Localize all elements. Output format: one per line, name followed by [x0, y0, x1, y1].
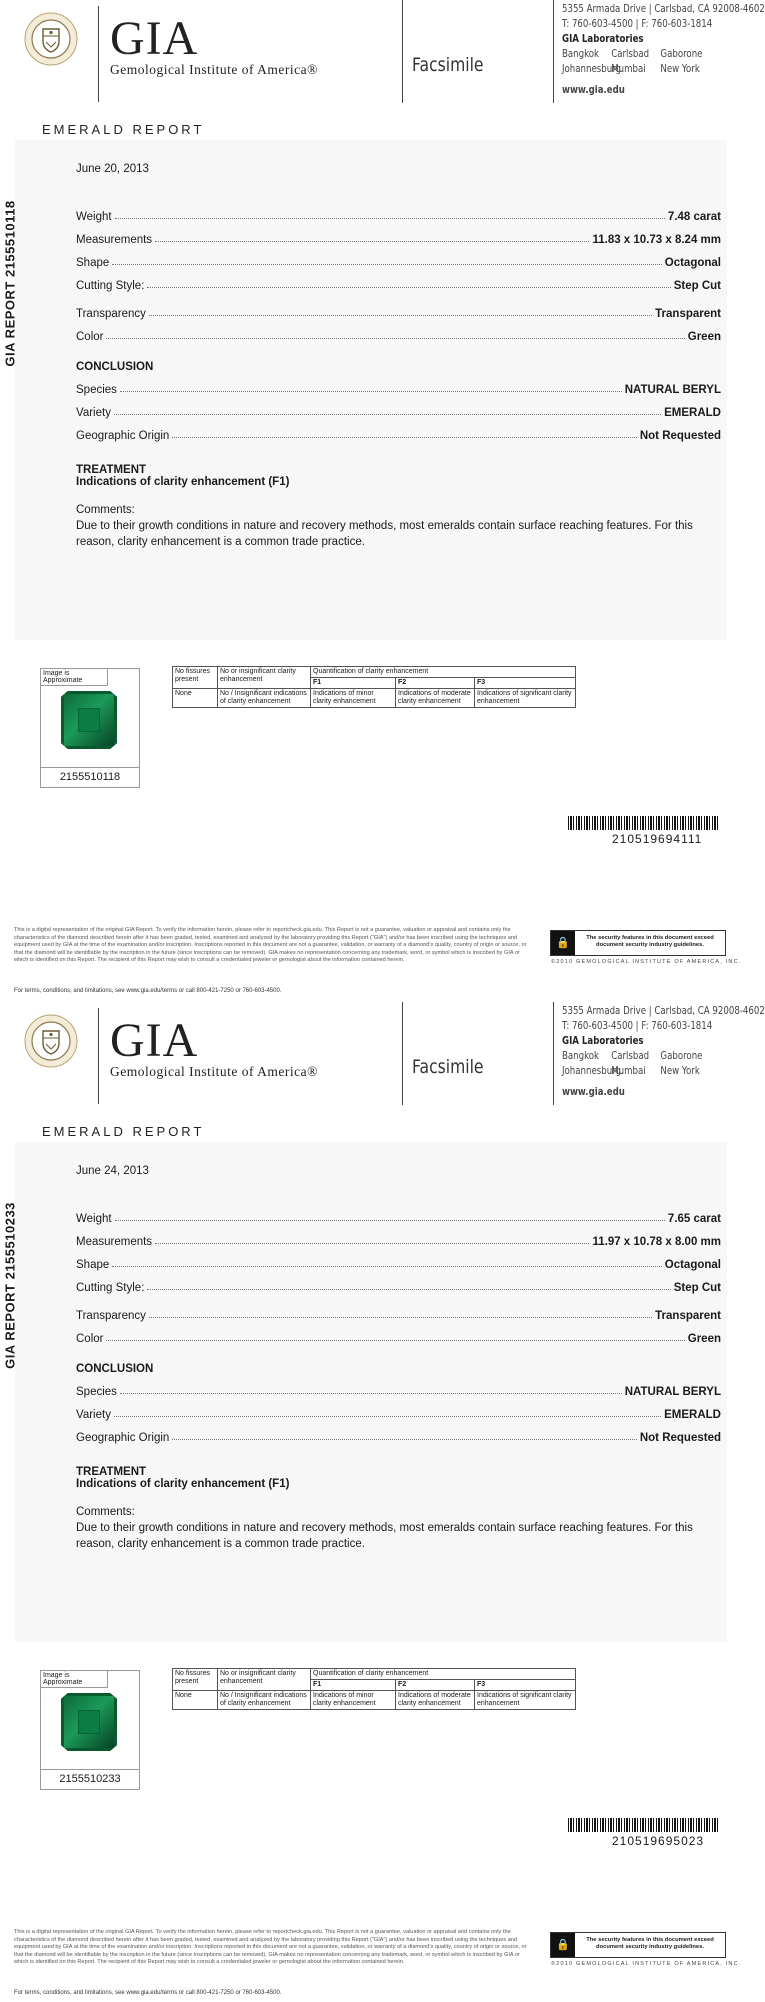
- barcode: [568, 816, 720, 830]
- measurements-label: Measurements: [76, 234, 153, 246]
- lab-address: 5355 Armada Drive | Carlsbad, CA 92008-4602: [562, 1005, 765, 1017]
- comments-label: Comments:: [76, 1506, 135, 1518]
- security-badge: [550, 1932, 726, 1958]
- origin-label: Geographic Origin: [76, 1432, 170, 1444]
- treatment-heading: TREATMENT: [76, 464, 147, 476]
- measurements-row: [76, 1225, 721, 1248]
- origin-row: [76, 419, 721, 442]
- table-row: [173, 1669, 576, 1680]
- lab-city: New York: [660, 63, 700, 75]
- table-cell: Indications of minor clarity enhancement: [311, 1691, 396, 1710]
- report-date: June 24, 2013: [76, 1165, 149, 1177]
- origin-value: Not Requested: [639, 1432, 721, 1444]
- transparency-value: Transparent: [655, 1310, 721, 1322]
- lock-icon: 🔒: [551, 931, 575, 955]
- lab-city: New York: [660, 1065, 700, 1077]
- header-divider: [402, 1002, 403, 1105]
- report-number: GIA REPORT 2155510118: [2, 200, 18, 367]
- table-row: [173, 689, 576, 708]
- gia-seal-logo: [24, 1014, 78, 1068]
- measurements-label: Measurements: [76, 1236, 153, 1248]
- facsimile-label: Facsimile: [412, 1056, 484, 1078]
- image-report-number: 2155510233: [41, 1769, 139, 1785]
- header-divider: [553, 0, 554, 103]
- color-value: Green: [687, 331, 721, 343]
- weight-row: [76, 1202, 721, 1225]
- lock-icon: 🔒: [551, 1933, 575, 1957]
- report-header: [0, 0, 765, 110]
- clarity-enhancement-table: [172, 666, 576, 708]
- shape-row: [76, 1248, 721, 1271]
- table-row: [173, 1691, 576, 1710]
- weight-label: Weight: [76, 1213, 112, 1225]
- gem-image-box: [40, 668, 140, 788]
- table-header-cell: Quantification of clarity enhancement: [311, 667, 576, 678]
- gem-image-box: [40, 1670, 140, 1790]
- emerald-image: [61, 691, 117, 749]
- origin-label: Geographic Origin: [76, 430, 170, 442]
- lab-cities: [562, 1049, 765, 1079]
- species-value: NATURAL BERYL: [624, 384, 721, 396]
- color-label: Color: [76, 331, 104, 343]
- species-label: Species: [76, 1386, 117, 1398]
- header-divider: [98, 6, 99, 102]
- facsimile-label: Facsimile: [412, 54, 484, 76]
- transparency-row: [76, 297, 721, 320]
- report-page-1: [0, 0, 765, 1000]
- report-header: [0, 1002, 765, 1112]
- cutting-style-row: [76, 1271, 721, 1294]
- table-header-cell: F1: [311, 1680, 396, 1691]
- table-header-cell: No fissures present: [173, 1669, 218, 1691]
- comments-block: [76, 502, 721, 550]
- table-cell: Indications of significant clarity enhancement: [475, 1691, 576, 1710]
- table-header-cell: F2: [396, 1680, 475, 1691]
- cutting-style-value: Step Cut: [673, 280, 721, 292]
- variety-row: [76, 1398, 721, 1421]
- image-caption: Image is Approximate: [41, 1671, 108, 1688]
- table-header-cell: F2: [396, 678, 475, 689]
- lab-city: Gaborone: [660, 48, 703, 60]
- website-link[interactable]: www.gia.edu: [562, 1086, 625, 1098]
- disclaimer-text: This is a digital representation of the original GIA Report. To verify the information herein, please refer to reportcheck.gia.edu. This Report is not a guarantee, valuation or appraisal and contains only the characteristics of the diamond described herein after it has been graded, tested, examined and analyzed by the laboratory providing this Report ("GIA") and/or has been inscribed using the techniques and equipment used by GIA at the time of the examination and/or inscription. Inscriptions reported in this document are not a guarantee, validation, or warranty of a diamond's quality, country of origin or source, or that the diamond will be identifiable by the inscription in the future (since inscriptions can be removed). GIA makes no representation concerning any trademark, word, or symbol which is inscribed by GIA or which is identified on this Report. The recipient of this Report may wish to consult a credentialed jeweler or gemologist about the information contained herein.: [14, 1929, 527, 1965]
- lab-phones: T: 760-603-4500 | F: 760-603-1814: [562, 1020, 713, 1032]
- comments-label: Comments:: [76, 504, 135, 516]
- report-number: GIA REPORT 2155510233: [2, 1202, 18, 1369]
- institute-name: Gemological Institute of America®: [110, 62, 318, 77]
- copyright-text: ©2010 GEMOLOGICAL INSTITUTE OF AMERICA, INC.: [551, 1961, 742, 1967]
- table-cell: Indications of minor clarity enhancement: [311, 689, 396, 708]
- gia-seal-logo: [24, 12, 78, 66]
- variety-value: EMERALD: [664, 407, 721, 419]
- report-date: June 20, 2013: [76, 163, 149, 175]
- shape-label: Shape: [76, 1259, 110, 1271]
- color-value: Green: [687, 1333, 721, 1345]
- table-cell: No / Insignificant indications of clarity enhancement: [218, 1691, 311, 1710]
- shape-value: Octagonal: [664, 257, 721, 269]
- transparency-value: Transparent: [655, 308, 721, 320]
- lab-phones: T: 760-603-4500 | F: 760-603-1814: [562, 18, 713, 30]
- table-cell: No / Insignificant indications of clarity enhancement: [218, 689, 311, 708]
- color-row: [76, 320, 721, 343]
- variety-row: [76, 396, 721, 419]
- report-fields: [76, 1202, 721, 1552]
- comments-text: Due to their growth conditions in nature and recovery methods, most emeralds contain surface reaching features. For this reason, clarity enhancement is a common trade practice.: [76, 520, 693, 548]
- table-cell: None: [173, 1691, 218, 1710]
- report-number-vertical: [0, 1198, 20, 1378]
- table-header-cell: No fissures present: [173, 667, 218, 689]
- lab-city: Gaborone: [660, 1050, 703, 1062]
- table-cell: Indications of moderate clarity enhancement: [396, 689, 475, 708]
- table-row: [173, 667, 576, 678]
- treatment-heading: TREATMENT: [76, 1466, 147, 1478]
- copyright-text: ©2010 GEMOLOGICAL INSTITUTE OF AMERICA, INC.: [551, 959, 742, 965]
- header-divider: [553, 1002, 554, 1105]
- measurements-row: [76, 223, 721, 246]
- disclaimer-text: This is a digital representation of the original GIA Report. To verify the information herein, please refer to reportcheck.gia.edu. This Report is not a guarantee, valuation or appraisal and contains only the characteristics of the diamond described herein after it has been graded, tested, examined and analyzed by the laboratory providing this Report ("GIA") and/or has been inscribed using the techniques and equipment used by GIA at the time of the examination and/or inscription. Inscriptions reported in this document are not a guarantee, validation, or warranty of a diamond's quality, country of origin or source, or that the diamond will be identifiable by the inscription in the future (since inscriptions can be removed). GIA makes no representation concerning any trademark, word, or symbol which is inscribed by GIA or which is identified on this Report. The recipient of this Report may wish to consult a credentialed jeweler or gemologist about the information contained herein.: [14, 927, 527, 963]
- cutting-style-value: Step Cut: [673, 1282, 721, 1294]
- barcode-number: 210519695023: [612, 1834, 705, 1848]
- table-header-cell: F3: [475, 678, 576, 689]
- labs-title: GIA Laboratories: [562, 33, 644, 45]
- lab-city: Carlsbad: [611, 48, 650, 60]
- header-divider: [98, 1008, 99, 1104]
- variety-label: Variety: [76, 407, 111, 419]
- color-label: Color: [76, 1333, 104, 1345]
- weight-row: [76, 200, 721, 223]
- image-report-number: 2155510118: [41, 767, 139, 783]
- cutting-style-label: Cutting Style:: [76, 280, 145, 292]
- color-row: [76, 1322, 721, 1345]
- species-row: [76, 1375, 721, 1398]
- lab-address: 5355 Armada Drive | Carlsbad, CA 92008-4602: [562, 3, 765, 15]
- barcode: [568, 1818, 720, 1832]
- origin-value: Not Requested: [639, 430, 721, 442]
- lab-address-block: [562, 1004, 765, 1100]
- cutting-style-row: [76, 269, 721, 292]
- clarity-enhancement-table: [172, 1668, 576, 1710]
- security-badge: [550, 930, 726, 956]
- weight-value: 7.65 carat: [667, 1213, 721, 1225]
- institute-name: Gemological Institute of America®: [110, 1064, 318, 1079]
- lab-city: Mumbai: [611, 63, 646, 75]
- weight-value: 7.48 carat: [667, 211, 721, 223]
- shape-value: Octagonal: [664, 1259, 721, 1271]
- table-cell: Indications of moderate clarity enhancement: [396, 1691, 475, 1710]
- terms-text: For terms, conditions, and limitations, see www.gia.edu/terms or call 800-421-7250 or 760-603-4500.: [14, 988, 282, 994]
- conclusion-heading: CONCLUSION: [76, 361, 154, 373]
- table-header-cell: No or insignificant clarity enhancement: [218, 667, 311, 689]
- report-page-2: [0, 1002, 765, 2002]
- security-text: The security features in this document exceed document security industry guidelines.: [586, 1937, 714, 1950]
- terms-text: For terms, conditions, and limitations, see www.gia.edu/terms or call 800-421-7250 or 760-603-4500.: [14, 1990, 282, 1996]
- table-header-cell: No or insignificant clarity enhancement: [218, 1669, 311, 1691]
- table-cell: None: [173, 689, 218, 708]
- table-cell: Indications of significant clarity enhancement: [475, 689, 576, 708]
- lab-cities: [562, 47, 765, 77]
- comments-text: Due to their growth conditions in nature and recovery methods, most emeralds contain surface reaching features. For this reason, clarity enhancement is a common trade practice.: [76, 1522, 693, 1550]
- species-label: Species: [76, 384, 117, 396]
- weight-label: Weight: [76, 211, 112, 223]
- gia-logo-text: GIA: [110, 1014, 199, 1067]
- variety-label: Variety: [76, 1409, 111, 1421]
- species-value: NATURAL BERYL: [624, 1386, 721, 1398]
- lab-city: Bangkok: [562, 48, 600, 60]
- report-title: EMERALD REPORT: [42, 122, 205, 137]
- lab-city: Carlsbad: [611, 1050, 650, 1062]
- measurements-value: 11.97 x 10.78 x 8.00 mm: [592, 1236, 721, 1248]
- website-link[interactable]: www.gia.edu: [562, 84, 625, 96]
- lab-city: Johannesburg: [562, 63, 622, 75]
- header-divider: [402, 0, 403, 103]
- security-text: The security features in this document exceed document security industry guidelines.: [586, 935, 714, 948]
- barcode-number: 210519694111: [612, 832, 703, 846]
- shape-label: Shape: [76, 257, 110, 269]
- report-fields: [76, 200, 721, 550]
- emerald-image: [61, 1693, 117, 1751]
- transparency-row: [76, 1299, 721, 1322]
- report-title: EMERALD REPORT: [42, 1124, 205, 1139]
- conclusion-heading: CONCLUSION: [76, 1363, 154, 1375]
- transparency-label: Transparency: [76, 1310, 146, 1322]
- treatment-value: Indications of clarity enhancement (F1): [76, 1478, 290, 1490]
- transparency-label: Transparency: [76, 308, 146, 320]
- table-header-cell: F3: [475, 1680, 576, 1691]
- table-header-cell: F1: [311, 678, 396, 689]
- lab-address-block: [562, 2, 765, 98]
- gia-logo-text: GIA: [110, 12, 199, 65]
- lab-city: Johannesburg: [562, 1065, 622, 1077]
- lab-city: Mumbai: [611, 1065, 646, 1077]
- species-row: [76, 373, 721, 396]
- cutting-style-label: Cutting Style:: [76, 1282, 145, 1294]
- measurements-value: 11.83 x 10.73 x 8.24 mm: [592, 234, 721, 246]
- variety-value: EMERALD: [664, 1409, 721, 1421]
- lab-city: Bangkok: [562, 1050, 600, 1062]
- comments-block: [76, 1504, 721, 1552]
- treatment-value: Indications of clarity enhancement (F1): [76, 476, 290, 488]
- origin-row: [76, 1421, 721, 1444]
- image-caption: Image is Approximate: [41, 669, 108, 686]
- labs-title: GIA Laboratories: [562, 1035, 644, 1047]
- table-header-cell: Quantification of clarity enhancement: [311, 1669, 576, 1680]
- report-number-vertical: [0, 196, 20, 376]
- shape-row: [76, 246, 721, 269]
